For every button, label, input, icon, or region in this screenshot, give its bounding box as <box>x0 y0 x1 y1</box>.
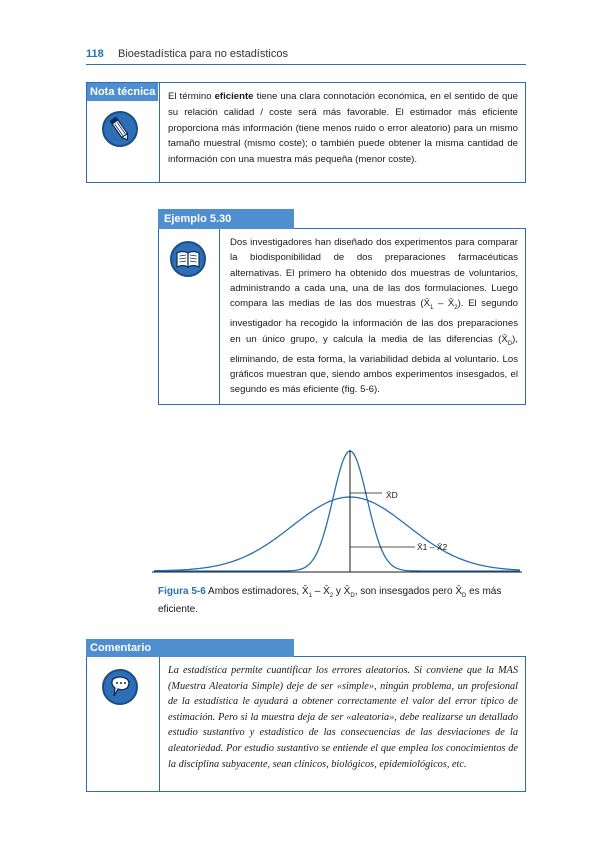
ejemplo-divider <box>219 229 220 404</box>
pencil-icon <box>102 111 138 147</box>
figure-5-6 <box>150 440 530 582</box>
nota-tecnica-label: Nota técnica <box>87 83 158 101</box>
nota-tecnica-box <box>86 82 526 183</box>
nota-divider <box>159 83 160 182</box>
label-narrow-estimator: X̄D <box>386 490 398 500</box>
label-wide-estimator: X̄1 – X̄2 <box>417 542 448 552</box>
curve-narrow-estimator <box>154 451 520 571</box>
comentario-box <box>86 657 526 792</box>
comentario-divider <box>159 657 160 791</box>
speech-bubble-icon <box>102 669 138 705</box>
book-title: Bioestadística para no estadísticos <box>118 48 288 60</box>
page-number: 118 <box>86 48 104 60</box>
symbol-diff-means: $X̄_1$ – $X̄_2$ <box>423 298 458 312</box>
symbol-mean-diff: $X̄_D$ <box>501 333 513 347</box>
comentario-label: Comentario <box>86 639 294 657</box>
ejemplo-label: Ejemplo 5.30 <box>158 209 294 229</box>
curve-wide-estimator <box>154 497 520 571</box>
running-header <box>86 48 526 66</box>
book-icon <box>170 241 206 277</box>
caption-label: Figura 5-6 <box>158 586 206 597</box>
ejemplo-box <box>158 229 526 405</box>
term-eficiente: eficiente <box>214 91 254 102</box>
figure-caption: Figura 5-6 Ambos estimadores, $X̄_1$ – $X̄_2$ y $X̄_D$, son insesgados pero $X̄_D$ es más eficiente. <box>158 586 502 615</box>
comentario-text: La estadística permite cuantificar los errores aleatorios. Si conviene que la MAS (Muestra Aleatoria Simple) deje de ser «simple», ningún problema, un profesional de la estadística le ayudará a obtener correctamente el valor del error típico de estimación. Pero si la muestra deja de ser «aleatoria», debe realizarse un detallado estudio sustantivo y estadístico de las consecuencias de las desviaciones de la aleatoriedad. Por estudio sustantivo se entiende el que emplea los conocimientos de la disciplina subyacente, sean clínicos, biológicos, epidemiológicos, etc. <box>168 665 518 770</box>
ejemplo-text: Dos investigadores han diseñado dos experimentos para comparar la biodisponibilidad de dos preparaciones farmacéuticas alternativas. El primero ha obtenido dos muestras de voluntarios, administrando a cada una, una de las dos formulaciones. Luego compara las medias de las dos muestras ($X̄_1$ – $X̄_2$). El segundo investigador ha recogido la información de las dos preparaciones en un único grupo, y calcula la media de las diferencias $(X̄_D)$, eliminando, de esta forma, la variabilidad debida al voluntario. Los gráficos muestran que, siendo ambos experimentos insesgados, el segundo es más eficiente (fig. 5-6). <box>230 237 518 396</box>
nota-tecnica-text: El término eficiente tiene una clara connotación económica, en el sentido de que su relación calidad / coste será más favorable. El estimador más eficiente proporciona más información (tiene menos ruido o error aleatorio) para un mismo tamaño muestral (mismo coste); o también puede obtener la misma cantidad de información con una muestra más pequeña (menor coste). <box>168 91 519 166</box>
header-rule <box>86 64 526 65</box>
